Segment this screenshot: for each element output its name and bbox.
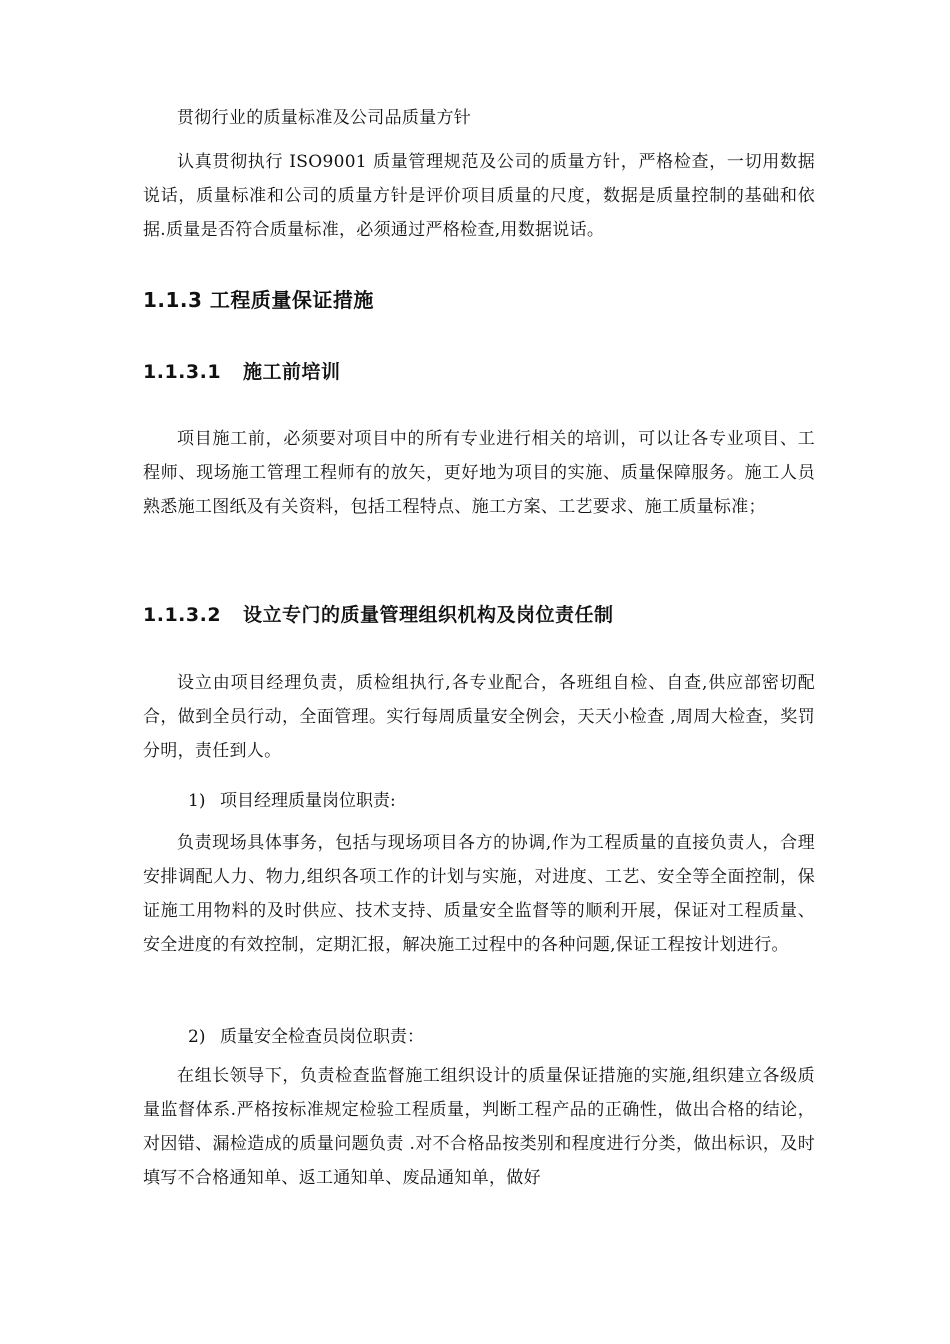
subsection-paragraph-1: 项目施工前，必须要对项目中的所有专业进行相关的培训，可以让各专业项目、工程师、现场施工管理工程师有的放矢，更好地为项目的实施、质量保障服务。施工人员熟悉施工图纸及有关资料，包括工程特点、施工方案、工艺要求、施工质量标准； — [143, 429, 815, 517]
subsection-title-2: 设立专门的质量管理组织机构及岗位责任制 — [243, 604, 614, 626]
subsection-paragraph-2: 设立由项目经理负责，质检组执行,各专业配合，各班组自检、自查,供应部密切配合，做到全员行动，全面管理。实行每周质量安全例会，天天小检查 ,周周大检查，奖罚分明，责任到人。 — [143, 673, 815, 761]
section-title: 工程质量保证措施 — [209, 288, 374, 312]
section-heading — [143, 284, 815, 313]
list-item-paragraph: 负责现场具体事务，包括与现场项目各方的协调,作为工程质量的直接负责人，合理安排调配人力、物力,组织各项工作的计划与实施，对进度、工艺、安全等全面控制，保证施工用物料的及时供应、技术支持、质量安全监督等的顺利开展，保证对工程质量、安全进度的有效控制，定期汇报，解决施工过程中的各种问题,保证工程按计划进行。 — [143, 833, 815, 955]
list-item-title — [143, 784, 860, 818]
subsection-number-2: 1.1.3.2 — [143, 604, 222, 626]
subsection-title-1: 施工前培训 — [243, 361, 341, 383]
subsection-number-1: 1.1.3.1 — [143, 361, 222, 383]
subsection-heading-2 — [143, 600, 815, 627]
section-number: 1.1.3 — [143, 288, 203, 312]
intro-line: 贯彻行业的质量标准及公司品质量方针 — [177, 108, 472, 128]
list-item-number: 2) — [188, 1027, 206, 1047]
list-item-number: 1) — [188, 791, 206, 811]
intro-paragraph: 认真贯彻执行 ISO9001 质量管理规范及公司的质量方针，严格检查，一切用数据说话，质量标准和公司的质量方针是评价项目质量的尺度，数据是质量控制的基础和依据.质量是否符合质量标准，必须通过严格检查,用数据说话。 — [143, 152, 815, 240]
list-item-label: 项目经理质量岗位职责: — [220, 791, 396, 811]
list-item-title — [143, 1020, 860, 1054]
subsection-heading-1 — [143, 357, 815, 384]
list-item-paragraph: 在组长领导下，负责检查监督施工组织设计的质量保证措施的实施,组织建立各级质量监督体系.严格按标准规定检验工程质量，判断工程产品的正确性，做出合格的结论，对因错、漏检造成的质量问题负责 .对不合格品按类别和程度进行分类，做出标识，及时填写不合格通知单、返工通知单、废品通知单，做好 — [143, 1066, 815, 1188]
list-item-label: 质量安全检查员岗位职责： — [220, 1027, 424, 1047]
